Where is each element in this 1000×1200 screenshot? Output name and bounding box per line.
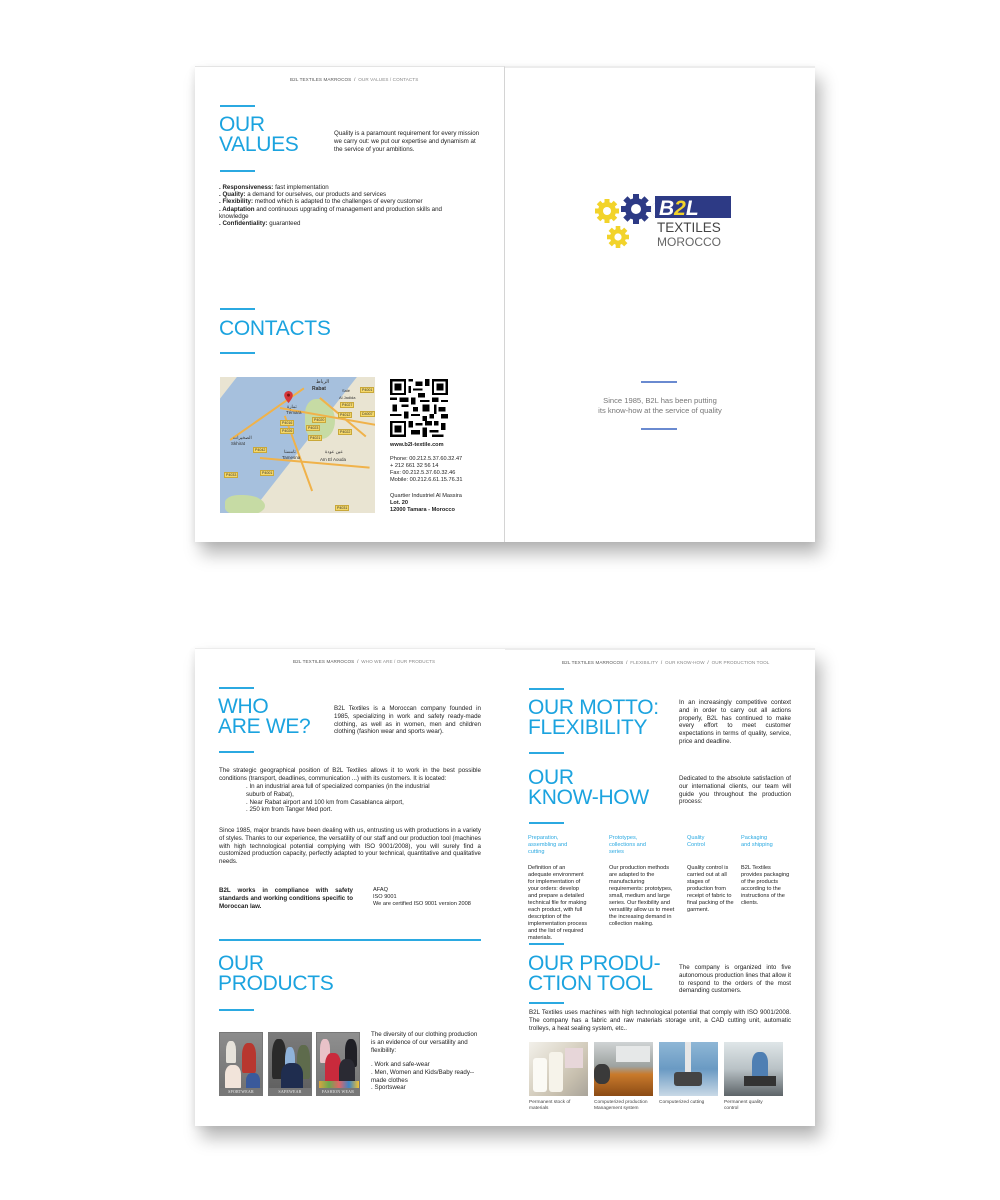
knowhow-column-body: Quality control is carried out at all stages of production from receipt of fabric to final packing of the garment. (687, 865, 734, 913)
map-label: Rabat (312, 386, 326, 392)
motto-text: In an increasingly competitive context and in order to carry out all actions properly, B2L has continued to make every effort to meet customer expectations in terms of quality, service, price and deadline. (679, 699, 791, 745)
map-label: Salé (342, 388, 351, 393)
who-title-line1: WHO (218, 695, 269, 718)
map-label: الصخيرات (233, 435, 252, 440)
figure-shape (242, 1043, 256, 1073)
photo-quality-control[interactable] (724, 1042, 783, 1096)
products-item: . Sportswear (371, 1084, 406, 1092)
page-who-products (195, 648, 505, 1126)
photo-production-management[interactable] (594, 1042, 653, 1096)
location-list (246, 783, 436, 814)
title-rule-top (529, 688, 564, 690)
map-label: Skhirat (231, 441, 246, 446)
map-label: الرباط (316, 379, 330, 385)
svg-text:TEXTILES: TEXTILES (657, 220, 721, 235)
location-item: . 250 km from Tanger Med port. (246, 806, 333, 814)
map-pin-icon (284, 391, 293, 403)
map-label: Aïn El Aouda (320, 457, 347, 462)
phone-block (390, 456, 500, 484)
title-rule-bottom (220, 170, 255, 172)
tagline-rule-top (641, 381, 677, 383)
phone-number[interactable]: Phone: 00.212.5.37.60.32.47 (390, 456, 463, 462)
brochure-spread-values-contacts (195, 66, 815, 542)
who-title-line2: ARE WE? (218, 715, 311, 738)
running-head (290, 77, 418, 82)
values-list (219, 184, 459, 227)
who-location-paragraph: The strategic geographical position of B2L Textiles allows it to work in the best possible conditions (transport, deadlines, communication ...) with its customers. It is located: (219, 767, 481, 782)
contacts-title: CONTACTS (219, 317, 331, 340)
tagline-line1: Since 1985, B2L has been putting (603, 396, 717, 405)
map-road-tag: P4023 (308, 426, 319, 430)
knowhow-column-body: B2L Textiles provides packaging of the products according to the instructions of the clients. (741, 865, 790, 906)
photo-shape (549, 1052, 563, 1092)
location-item: . In an industrial area full of specialized companies (in the industrial suburb of Rabat), (246, 783, 430, 798)
map-road-tag: P4026 (282, 429, 293, 433)
contacts-rule-top (220, 308, 255, 310)
product-thumb-fashionwear[interactable] (316, 1032, 360, 1096)
knowhow-column-heading: Prototypes, collections and series (609, 835, 647, 855)
values-title (219, 115, 299, 155)
address-line: Quartier Industriel Al Massira (390, 493, 462, 499)
running-head-section: WHO WE ARE / OUR PRODUCTS (361, 659, 436, 664)
running-head (562, 660, 769, 665)
motto-title-line2: FLEXIBILITY (528, 716, 648, 739)
photo-caption: Permanent quality control (724, 1100, 763, 1111)
running-head-section: OUR KNOW-HOW (665, 660, 705, 665)
map-road-tag: P4020 (314, 418, 325, 422)
fax-number: Fax: 00.212.5.37.60.32.46 (390, 470, 456, 476)
map-road-tag: P4042 (255, 448, 266, 452)
map-label: عين عودة (325, 449, 344, 454)
map-label: Tamesna (282, 455, 301, 460)
address-line: 12000 Tamara - Morocco (390, 507, 455, 513)
knowhow-title-line1: OUR (528, 766, 574, 789)
tagline-line2: its know-how at the service of quality (598, 406, 722, 415)
svg-text:MOROCCO: MOROCCO (657, 235, 721, 249)
title-rule-top (219, 687, 254, 689)
who-title (218, 697, 310, 737)
website-link[interactable]: www.b2l-textile.com (390, 442, 444, 448)
tagline (565, 396, 755, 416)
photo-caption: Computerized production Management system (594, 1100, 648, 1111)
svg-text:B2L: B2L (659, 197, 699, 220)
photo-shape (744, 1076, 776, 1086)
products-title-line1: OUR (218, 952, 264, 975)
map-road-tag: P4001 (362, 388, 373, 392)
map-park (225, 495, 265, 513)
title-rule-bottom (529, 752, 564, 754)
who-intro: B2L Textiles is a Moroccan company founded in 1985, specializing in work and safety ready-made clothing, as well as in women, men and children clothing (fashion wear and sports wear). (334, 705, 481, 736)
running-head-brand: B2L TEXTILES MARROCOS (290, 77, 352, 82)
production-title (528, 954, 660, 994)
photo-stock-materials[interactable] (529, 1042, 588, 1096)
map-road-tag: P4022 (340, 430, 351, 434)
location-map[interactable] (220, 377, 375, 513)
gear-icon (621, 194, 651, 224)
motto-title-line1: OUR MOTTO: (528, 696, 659, 719)
figure-shape (226, 1041, 236, 1063)
address-block (390, 493, 500, 514)
production-paragraph: B2L Textiles uses machines with high technological potential that comply with ISO 9001/2008. The company has a fabric and raw materials storage unit, a CAD cutting unit, automatic trolleys, a heat sealing system, etc.. (529, 1009, 791, 1032)
photo-shape (752, 1052, 768, 1078)
thumb-caption: FASHION WEAR (317, 1088, 359, 1095)
photo-shape (533, 1058, 547, 1092)
map-road-tag: P4012 (340, 413, 351, 417)
running-head-separator: / (354, 77, 356, 82)
values-intro: Quality is a paramount requirement for every mission we carry out: we put our expertise and dynamism at the service of your ambitions. (334, 130, 480, 153)
qr-code[interactable] (390, 379, 448, 437)
running-head-brand: B2L TEXTILES MARROCOS (562, 660, 624, 665)
map-road-tag: P4031 (337, 506, 348, 510)
running-head (293, 659, 435, 664)
location-item: . Near Rabat airport and 100 km from Casablanca airport, (246, 798, 404, 806)
photo-caption: Permanent stock of materials (529, 1100, 571, 1111)
product-thumb-sportwear[interactable] (219, 1032, 263, 1096)
map-road-tag: P4027 (342, 403, 353, 407)
product-thumb-safewear[interactable] (268, 1032, 312, 1096)
map-road-tag: P4016 (282, 421, 293, 425)
knowhow-title (528, 768, 649, 808)
contacts-rule-bottom (220, 352, 255, 354)
gear-icon (595, 199, 619, 223)
compliance-statement: B2L works in compliance with safety standards and working conditions specific to Moroccan law. (219, 887, 353, 910)
phone-number[interactable]: + 212 661 32 56 14 (390, 463, 439, 469)
figure-shape (225, 1065, 241, 1089)
motto-title (528, 698, 659, 738)
photo-computerized-cutting[interactable] (659, 1042, 718, 1096)
knowhow-column-heading: Preparation, assembling and cutting (528, 835, 568, 855)
products-title-line2: PRODUCTS (218, 972, 334, 995)
values-item: . Confidentiality: guaranteed (219, 220, 301, 228)
knowhow-text: Dedicated to the absolute satisfaction of our international clients, our team will guide you throughout the production process: (679, 775, 791, 806)
map-label: تامسنا (284, 449, 296, 454)
production-title-line2: CTION TOOL (528, 972, 653, 995)
running-head-section: OUR VALUES / CONTACTS (358, 77, 419, 82)
map-label: Al Jadida (339, 395, 356, 400)
gear-icon (607, 226, 629, 248)
page-cover (505, 66, 815, 542)
products-item: . Men, Women and Kids/Baby ready--made clothes (371, 1068, 475, 1084)
running-head-section: OUR PRODUCTION TOOL (711, 660, 770, 665)
values-title-line2: VALUES (219, 133, 299, 156)
page-motto-knowhow-tool (505, 648, 815, 1126)
thumb-caption: SAFEWEAR (269, 1088, 311, 1095)
knowhow-column-body: Our production methods are adapted to the manufacturing requirements: prototypes, small, medium and large series. Our flexibility and versatility allow us to meet the increasing demand in collection making. (609, 865, 675, 927)
running-head-separator: / (626, 660, 628, 665)
certification-block (373, 887, 483, 908)
production-title-line1: OUR PRODU- (528, 952, 661, 975)
map-road-tag: P4021 (310, 436, 321, 440)
title-rule-top (220, 105, 255, 107)
map-road-tag: D4007 (362, 412, 373, 416)
tagline-rule-bottom (641, 428, 677, 430)
title-rule-top (529, 943, 564, 945)
knowhow-title-line2: KNOW-HOW (528, 786, 649, 809)
cert-line: AFAQ (373, 887, 388, 893)
running-head-section: FLEXIBILITY (630, 660, 659, 665)
map-label: تمارة (287, 404, 297, 409)
running-head-brand: B2L TEXTILES MARROCOS (293, 659, 355, 664)
products-list (371, 1061, 483, 1092)
map-road-tag: P4033 (226, 473, 237, 477)
values-item: . Flexibility: method which is adapted to the challenges of every customer (219, 198, 423, 206)
photo-shape (616, 1046, 650, 1062)
photo-shape (594, 1064, 610, 1084)
running-head-separator: / (660, 660, 663, 665)
page-values-contacts (195, 66, 505, 542)
title-rule-bottom (529, 822, 564, 824)
values-item: . Responsiveness: fast implementation (219, 184, 329, 191)
running-head-separator: / (357, 659, 359, 664)
knowhow-column-heading: Quality Control (687, 835, 706, 848)
values-title-line1: OUR (219, 113, 265, 136)
section-divider (219, 939, 481, 941)
knowhow-column-heading: Packaging and shipping (741, 835, 773, 848)
products-intro: The diversity of our clothing production is an evidence of our versatility and flexibility: (371, 1031, 478, 1054)
knowhow-column-body: Definition of an adequate environment for implementation of your orders: develop and prepare a detailed technical file for making each product, with full description of the implementation process and the list of required materials. (528, 865, 588, 941)
values-item: . Adaptation and continuous upgrading of management and production skills and knowledge (219, 205, 443, 220)
title-rule-bottom (219, 1009, 254, 1011)
products-title (218, 954, 333, 994)
map-label: Témara (286, 410, 302, 415)
map-road-tag: P4001 (262, 471, 273, 475)
address-line: Lot. 20 (390, 500, 409, 506)
photo-caption: Computerized cutting (659, 1100, 705, 1105)
products-item: . Work and safe-wear (371, 1061, 430, 1068)
thumb-caption: SPORTWEAR (220, 1088, 262, 1095)
who-history-paragraph: Since 1985, major brands have been dealing with us, entrusting us with productions in a variety of styles. Thanks to our experience, the versatility of our staff and our production tool (machines with high technological potential complying with ISO 9001/2008), you will surely find a customized production capacity, perfectly adapted to your technical, quantitative and qualitative needs. (219, 827, 481, 866)
b2l-logo (591, 192, 731, 256)
title-rule-bottom (219, 751, 254, 753)
mobile-number[interactable]: Mobile: 00.212.6.61.15.76.31 (390, 477, 463, 483)
production-text: The company is organized into five autonomous production lines that allow it to respond to the orders of the most demanding customers. (679, 964, 791, 995)
brochure-spread-about (195, 648, 815, 1126)
figure-shape (281, 1063, 303, 1091)
photo-shape (565, 1048, 583, 1068)
title-rule-bottom (529, 1002, 564, 1004)
running-head-separator: / (707, 660, 709, 665)
cert-line: ISO 9001 (373, 894, 397, 900)
cert-line: We are certified ISO 9001 version 2008 (373, 901, 471, 907)
photo-shape (674, 1072, 702, 1086)
values-item: . Quality: a demand for ourselves, our products and services (219, 191, 387, 199)
